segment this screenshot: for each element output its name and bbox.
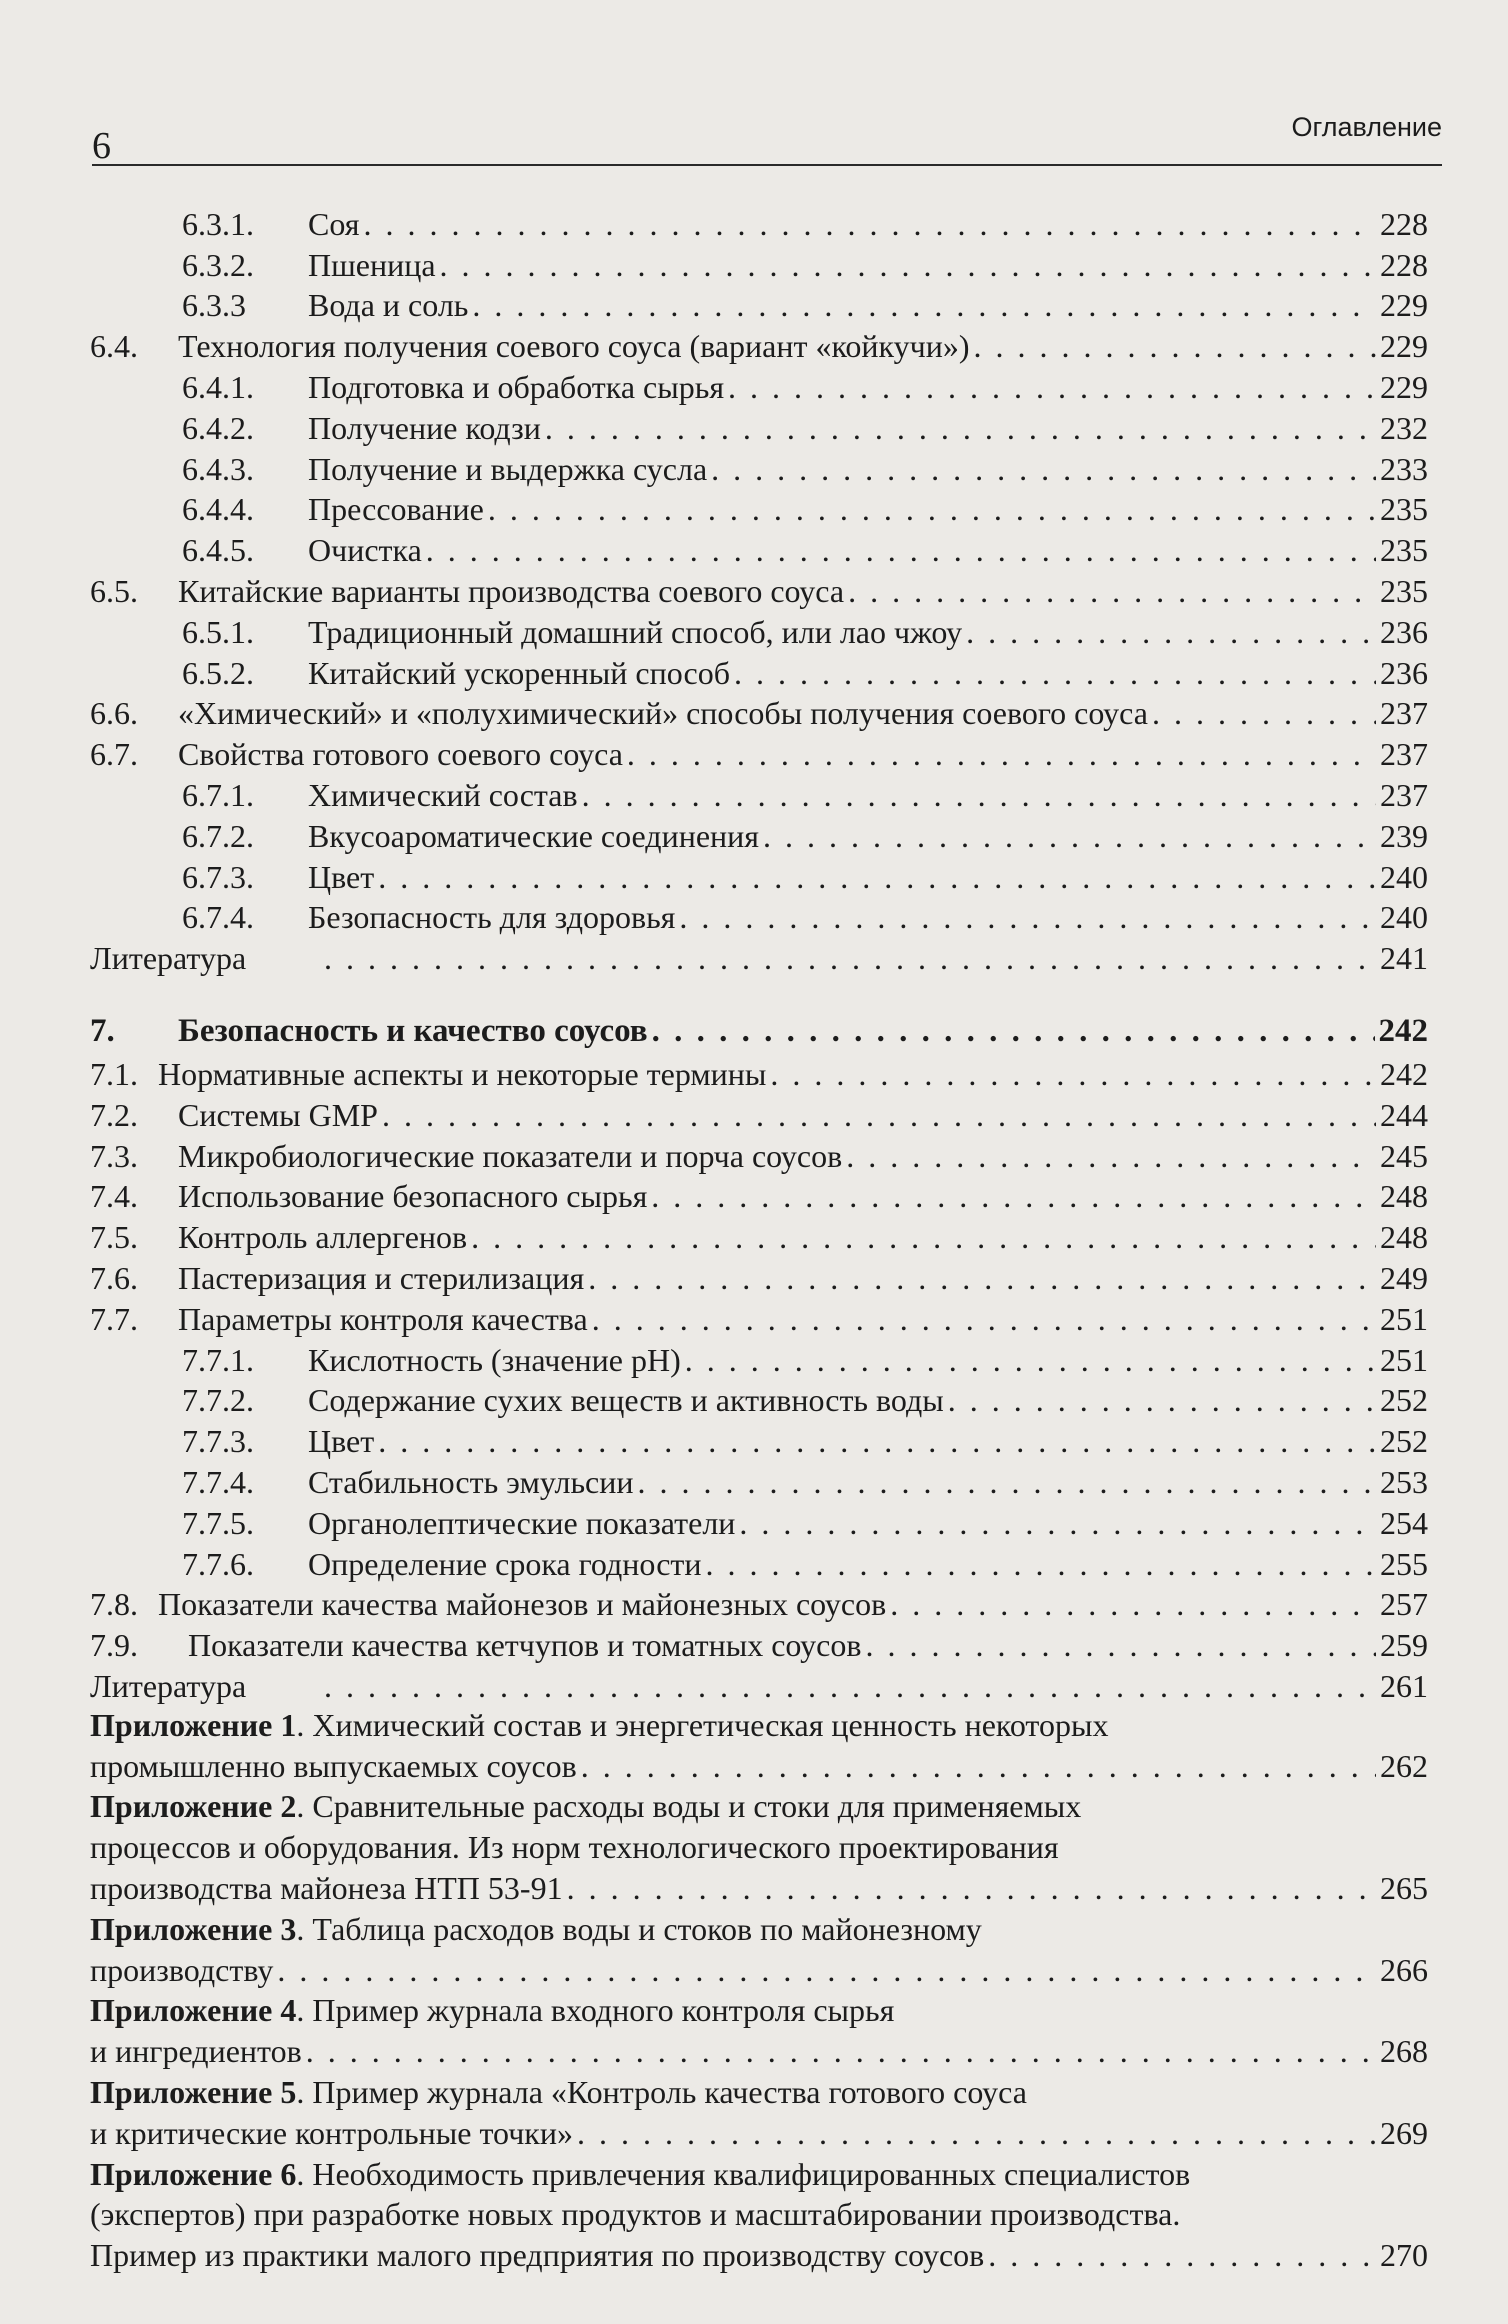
toc-entry	[90, 1419, 1428, 1460]
toc-entry	[90, 284, 1428, 325]
leader-dots	[471, 1218, 1376, 1256]
appendix-text: Таблица расходов воды и стоков по майонезному	[312, 1910, 982, 1947]
toc-entry-page: 228	[1380, 246, 1428, 283]
toc-entry-page: 261	[1380, 1667, 1428, 1704]
appendix-page: 268	[1380, 2033, 1428, 2070]
toc-entry-title: Очистка	[308, 532, 422, 569]
toc-entry-number: 6.3.1.	[182, 205, 254, 242]
toc-entry-number: 6.6.	[90, 695, 138, 732]
toc-entry-title: Системы GMP	[178, 1096, 378, 1133]
toc-entry-number: 7.5.	[90, 1219, 138, 1256]
toc-entry	[90, 1052, 1428, 1093]
toc-entry-title: Контроль аллергенов	[178, 1219, 468, 1256]
leader-dots	[711, 450, 1376, 488]
toc-entry-number: 7.7.	[90, 1300, 138, 1337]
toc-entry-number: Литература	[90, 1667, 247, 1704]
toc-entry	[90, 1583, 1428, 1624]
appendix-page: 262	[1380, 1747, 1428, 1784]
toc-entry-number: 6.7.2.	[182, 817, 254, 854]
toc-entry-page: 248	[1380, 1178, 1428, 1215]
toc-entry-title: Подготовка и обработка сырья	[308, 368, 725, 405]
page-header	[92, 112, 1442, 167]
leader-dots	[988, 2235, 1376, 2276]
appendix-line-text	[90, 1746, 577, 1787]
toc-entry-title: Безопасность для здоровья	[308, 899, 676, 936]
toc-entry-page: 245	[1380, 1137, 1428, 1174]
toc-entry-page: 232	[1380, 409, 1428, 446]
toc-entry-title: Использование безопасного сырья	[178, 1178, 648, 1215]
appendix-line: Приложение 3. Таблица расходов воды и стоков по майонезному	[90, 1910, 982, 1947]
leader-dots	[545, 409, 1376, 447]
toc-entry-title: Химический состав	[308, 776, 578, 813]
toc-entry-number: Литература	[90, 940, 247, 977]
toc-entry-title: Показатели качества майонезов и майонезных соусов	[158, 1586, 887, 1623]
leader-dots	[739, 1504, 1376, 1542]
appendix-text: Сравнительные расходы воды и стоки для применяемых	[312, 1788, 1082, 1825]
toc-entry-page: 249	[1380, 1259, 1428, 1296]
toc-entry	[90, 610, 1428, 651]
toc-entry-number: 7.7.6.	[182, 1545, 254, 1582]
appendix-text: производству	[90, 1951, 274, 1988]
toc-entry-number: 7.1.	[90, 1055, 138, 1092]
leader-dots	[363, 205, 1376, 243]
leader-dots	[440, 246, 1376, 284]
toc-entry-page: 236	[1380, 654, 1428, 691]
toc-entry	[90, 1134, 1428, 1175]
toc-entry-number: 6.3.3	[182, 287, 246, 324]
toc-entry-title: Вкусоароматические соединения	[308, 817, 759, 854]
toc-section-7	[90, 1052, 1428, 1705]
toc-entry-number: 7.6.	[90, 1259, 138, 1296]
toc-entry-number: 7.7.1.	[182, 1341, 254, 1378]
toc-entry-page: 235	[1380, 532, 1428, 569]
toc-entry	[90, 243, 1428, 284]
leader-dots	[637, 1463, 1376, 1501]
toc-entry-title: Прессование	[308, 491, 484, 528]
toc-entry-page: 229	[1380, 328, 1428, 365]
toc-entry	[90, 202, 1428, 243]
toc-entry-page: 237	[1380, 776, 1428, 813]
toc-entry-title: Свойства готового соевого соуса	[178, 736, 623, 773]
toc-entry-page: 236	[1380, 613, 1428, 650]
appendix-line-text	[90, 2031, 302, 2072]
toc-entry-page: 233	[1380, 450, 1428, 487]
toc-entry-title: Пастеризация и стерилизация	[178, 1259, 585, 1296]
toc-entry-number: 7.2.	[90, 1096, 138, 1133]
leader-dots	[973, 327, 1376, 365]
toc-entry	[90, 651, 1428, 692]
appendix-label: Приложение 4	[90, 1992, 297, 2029]
toc-entry-page: 257	[1380, 1586, 1428, 1623]
toc-entry-page: 248	[1380, 1219, 1428, 1256]
toc-entry-title: Технология получения соевого соуса (вариант «койкучи»)	[178, 328, 970, 365]
leader-dots	[426, 531, 1376, 569]
toc-entry-title: Определение срока годности	[308, 1545, 702, 1582]
toc-entry-number: 6.5.1.	[182, 613, 254, 650]
leader-dots	[277, 1950, 1376, 1991]
leader-dots	[948, 1381, 1376, 1419]
leader-dots	[324, 1667, 1376, 1705]
appendix-text: и критические контрольные точки»	[90, 2114, 573, 2151]
toc-entry-number: 7.7.3.	[182, 1423, 254, 1460]
toc-entry-title: Пшеница	[308, 246, 436, 283]
leader-dots	[588, 1259, 1376, 1297]
leader-dots	[1152, 694, 1376, 732]
chapter-title: Безопасность и качество соусов	[178, 1013, 648, 1050]
toc-entry-number: 7.3.	[90, 1137, 138, 1174]
leader-dots	[627, 735, 1376, 773]
toc-entry-number: 7.7.2.	[182, 1382, 254, 1419]
appendix-text: Пример журнала «Контроль качества готового соуса	[312, 2074, 1027, 2111]
toc-entry	[90, 1338, 1428, 1379]
toc-entry-page: 244	[1380, 1096, 1428, 1133]
toc-entry	[90, 732, 1428, 773]
appendix-label: Приложение 5	[90, 2074, 297, 2111]
toc-entry	[90, 896, 1428, 937]
toc-entry-number: 6.4.2.	[182, 409, 254, 446]
appendix-text: процессов и оборудования. Из норм технологического проектирования	[90, 1829, 1059, 1866]
toc-entry	[90, 528, 1428, 569]
toc-entry-title: Соя	[308, 205, 360, 242]
leader-dots	[966, 613, 1376, 651]
appendix-line: Приложение 1. Химический состав и энергетическая ценность некоторых	[90, 1706, 1109, 1743]
toc-entry-page: 240	[1380, 899, 1428, 936]
toc-entry-title: Стабильность эмульсии	[308, 1463, 634, 1500]
toc-entry-number: 6.5.	[90, 572, 138, 609]
toc-entry	[90, 365, 1428, 406]
appendix-text: Пример из практики малого предприятия по производству соусов	[90, 2237, 985, 2274]
appendix-entry	[90, 2154, 1428, 2276]
toc-entry	[90, 447, 1428, 488]
appendix-line	[90, 2235, 1428, 2276]
toc-entry	[90, 1093, 1428, 1134]
toc-entry	[90, 1379, 1428, 1420]
appendix-line	[90, 2113, 1428, 2154]
toc-entry	[90, 1460, 1428, 1501]
toc-entry	[90, 1256, 1428, 1297]
appendix-line: Приложение 4. Пример журнала входного контроля сырья	[90, 1992, 895, 2029]
leader-dots	[577, 2113, 1376, 2154]
toc-entry-title: Кислотность (значение pH)	[308, 1341, 681, 1378]
leader-dots	[846, 1137, 1376, 1175]
leader-dots	[706, 1545, 1376, 1583]
toc-entry-title: Показатели качества кетчупов и томатных соусов	[188, 1627, 862, 1664]
toc-entry-page: 254	[1380, 1504, 1428, 1541]
appendix-entry	[90, 1909, 1428, 1991]
appendices-list	[90, 1705, 1428, 2276]
toc-entry-number: 6.7.4.	[182, 899, 254, 936]
leader-dots	[685, 1341, 1376, 1379]
appendix-line	[90, 1827, 1428, 1868]
leader-dots	[890, 1585, 1376, 1623]
leader-dots	[770, 1055, 1376, 1093]
toc-references-entry	[90, 936, 1428, 977]
toc-entry-title: Традиционный домашний способ, или лао чжоу	[308, 613, 963, 650]
leader-dots	[651, 1177, 1376, 1215]
toc-entry-title: Цвет	[308, 1423, 375, 1460]
appendix-entry	[90, 2072, 1428, 2154]
toc-entry	[90, 855, 1428, 896]
appendix-text: Химический состав и энергетическая ценность некоторых	[312, 1706, 1109, 1743]
leader-dots	[734, 654, 1376, 692]
toc-entry-page: 259	[1380, 1627, 1428, 1664]
appendix-entry	[90, 1786, 1428, 1908]
leader-dots	[592, 1300, 1376, 1338]
toc-entry-number: 7.7.4.	[182, 1463, 254, 1500]
toc-entry	[90, 773, 1428, 814]
appendix-line	[90, 2194, 1428, 2235]
leader-dots	[763, 817, 1376, 855]
appendix-text: (экспертов) при разработке новых продуктов и масштабировании производства.	[90, 2196, 1181, 2233]
leader-dots	[679, 898, 1376, 936]
chapter-7-heading: 7. Безопасность и качество соусов . . . 242	[90, 993, 1428, 1050]
toc-entry-page: 229	[1380, 368, 1428, 405]
appendix-line	[90, 2031, 1428, 2072]
toc-entry	[90, 1215, 1428, 1256]
toc-entry-title: Китайский ускоренный способ	[308, 654, 730, 691]
appendix-text: промышленно выпускаемых соусов	[90, 1747, 577, 1784]
toc-entry	[90, 324, 1428, 365]
leader-dots	[488, 490, 1376, 528]
toc-entry-page: 251	[1380, 1300, 1428, 1337]
toc-entry	[90, 1297, 1428, 1338]
toc-entry-page: 252	[1380, 1423, 1428, 1460]
toc-entry-number: 7.8.	[90, 1586, 138, 1623]
appendix-line	[90, 1950, 1428, 1991]
toc-entry-page: 253	[1380, 1463, 1428, 1500]
toc-entry-number: 6.3.2.	[182, 246, 254, 283]
toc-entry-title: Получение и выдержка сусла	[308, 450, 708, 487]
toc-entry-page: 237	[1380, 736, 1428, 773]
toc-entry	[90, 1175, 1428, 1216]
leader-dots	[382, 1096, 1376, 1134]
toc-entry-page: 240	[1380, 858, 1428, 895]
appendix-text: производства майонеза НТП 53-91	[90, 1870, 563, 1907]
header-rule	[92, 164, 1442, 166]
leader-dots	[472, 286, 1376, 324]
leader-dots	[306, 2031, 1376, 2072]
leader-dots	[324, 939, 1376, 977]
appendix-line-text	[90, 2235, 984, 2276]
toc-entry	[90, 1623, 1428, 1664]
toc-entry-page: 239	[1380, 817, 1428, 854]
toc-entry-title: Органолептические показатели	[308, 1504, 736, 1541]
toc-entry-title: Микробиологические показатели и порча соусов	[178, 1137, 843, 1174]
toc-entry-page: 252	[1380, 1382, 1428, 1419]
page-number: 6	[92, 125, 111, 167]
toc-entry-page: 235	[1380, 491, 1428, 528]
toc-entry-title: Параметры контроля качества	[178, 1300, 588, 1337]
appendix-page: 266	[1380, 1951, 1428, 1988]
running-title: Оглавление	[1291, 112, 1442, 142]
toc-entry-number: 7.4.	[90, 1178, 138, 1215]
appendix-label: Приложение 6	[90, 2155, 297, 2192]
leader-dots	[582, 776, 1376, 814]
toc-entry-title: «Химический» и «полухимический» способы получения соевого соуса	[178, 695, 1148, 732]
toc-entry	[90, 569, 1428, 610]
toc-entry	[90, 406, 1428, 447]
leader-dots	[378, 858, 1376, 896]
toc-entry-number: 6.4.5.	[182, 532, 254, 569]
appendix-text: Пример журнала входного контроля сырья	[312, 1992, 895, 2029]
toc-entry-title: Цвет	[308, 858, 375, 895]
toc-entry-page: 228	[1380, 205, 1428, 242]
appendix-label: Приложение 2	[90, 1788, 297, 1825]
toc-entry-page: 255	[1380, 1545, 1428, 1582]
toc-entry	[90, 692, 1428, 733]
toc-entry-page: 241	[1380, 940, 1428, 977]
toc-entry-title: Содержание сухих веществ и активность воды	[308, 1382, 944, 1419]
toc-entry-title: Нормативные аспекты и некоторые термины	[158, 1055, 767, 1092]
toc-entry-number: 7.7.5.	[182, 1504, 254, 1541]
appendix-line-text	[90, 1868, 563, 1909]
toc-entry	[90, 488, 1428, 529]
appendix-page: 265	[1380, 1870, 1428, 1907]
toc-entry-number: 6.7.1.	[182, 776, 254, 813]
toc-entry-title: Китайские варианты производства соевого соуса	[178, 572, 845, 609]
toc-references-entry	[90, 1664, 1428, 1705]
chapter-page: 242	[1378, 1013, 1428, 1050]
leader-dots	[581, 1746, 1376, 1787]
toc-entry-number: 6.4.1.	[182, 368, 254, 405]
appendix-line-text	[90, 1950, 273, 1991]
appendix-page: 270	[1380, 2237, 1428, 2274]
appendix-text: Необходимость привлечения квалифицированных специалистов	[312, 2155, 1191, 2192]
appendix-label: Приложение 3	[90, 1910, 297, 1947]
appendix-line: Приложение 5. Пример журнала «Контроль качества готового соуса	[90, 2074, 1027, 2111]
toc-entry-page: 242	[1380, 1055, 1428, 1092]
appendix-line	[90, 1868, 1428, 1909]
appendix-line	[90, 1746, 1428, 1787]
toc-entry-page: 229	[1380, 287, 1428, 324]
leader-dots	[728, 368, 1376, 406]
toc-entry-title: Вода и соль	[308, 287, 469, 324]
toc-entry-page: 235	[1380, 572, 1428, 609]
toc-entry-number: 6.5.2.	[182, 654, 254, 691]
appendix-page: 269	[1380, 2114, 1428, 2151]
appendix-entry	[90, 1705, 1428, 1787]
appendix-line: Приложение 2. Сравнительные расходы воды и стоки для применяемых	[90, 1788, 1082, 1825]
toc-entry	[90, 1542, 1428, 1583]
appendix-line: Приложение 6. Необходимость привлечения квалифицированных специалистов	[90, 2155, 1191, 2192]
appendix-label: Приложение 1	[90, 1706, 297, 1743]
toc-entry-number: 7.9.	[90, 1627, 138, 1664]
toc-entry-number: 6.4.4.	[182, 491, 254, 528]
toc-entry-page: 251	[1380, 1341, 1428, 1378]
appendix-text: и ингредиентов	[90, 2033, 302, 2070]
toc-entry-number: 6.7.3.	[182, 858, 254, 895]
leader-dots	[567, 1868, 1376, 1909]
toc-entry-number: 6.4.	[90, 328, 138, 365]
appendix-line-text	[90, 2113, 573, 2154]
appendix-entry	[90, 1990, 1428, 2072]
leader-dots	[865, 1626, 1376, 1664]
table-of-contents	[90, 202, 1428, 2276]
toc-entry	[90, 1501, 1428, 1542]
toc-entry-page: 237	[1380, 695, 1428, 732]
toc-entry-number: 6.4.3.	[182, 450, 254, 487]
toc-entry-number: 6.7.	[90, 736, 138, 773]
leader-dots	[378, 1422, 1376, 1460]
toc-entry	[90, 814, 1428, 855]
toc-section-6	[90, 202, 1428, 977]
leader-dots	[848, 572, 1376, 610]
toc-entry-title: Получение кодзи	[308, 409, 541, 446]
